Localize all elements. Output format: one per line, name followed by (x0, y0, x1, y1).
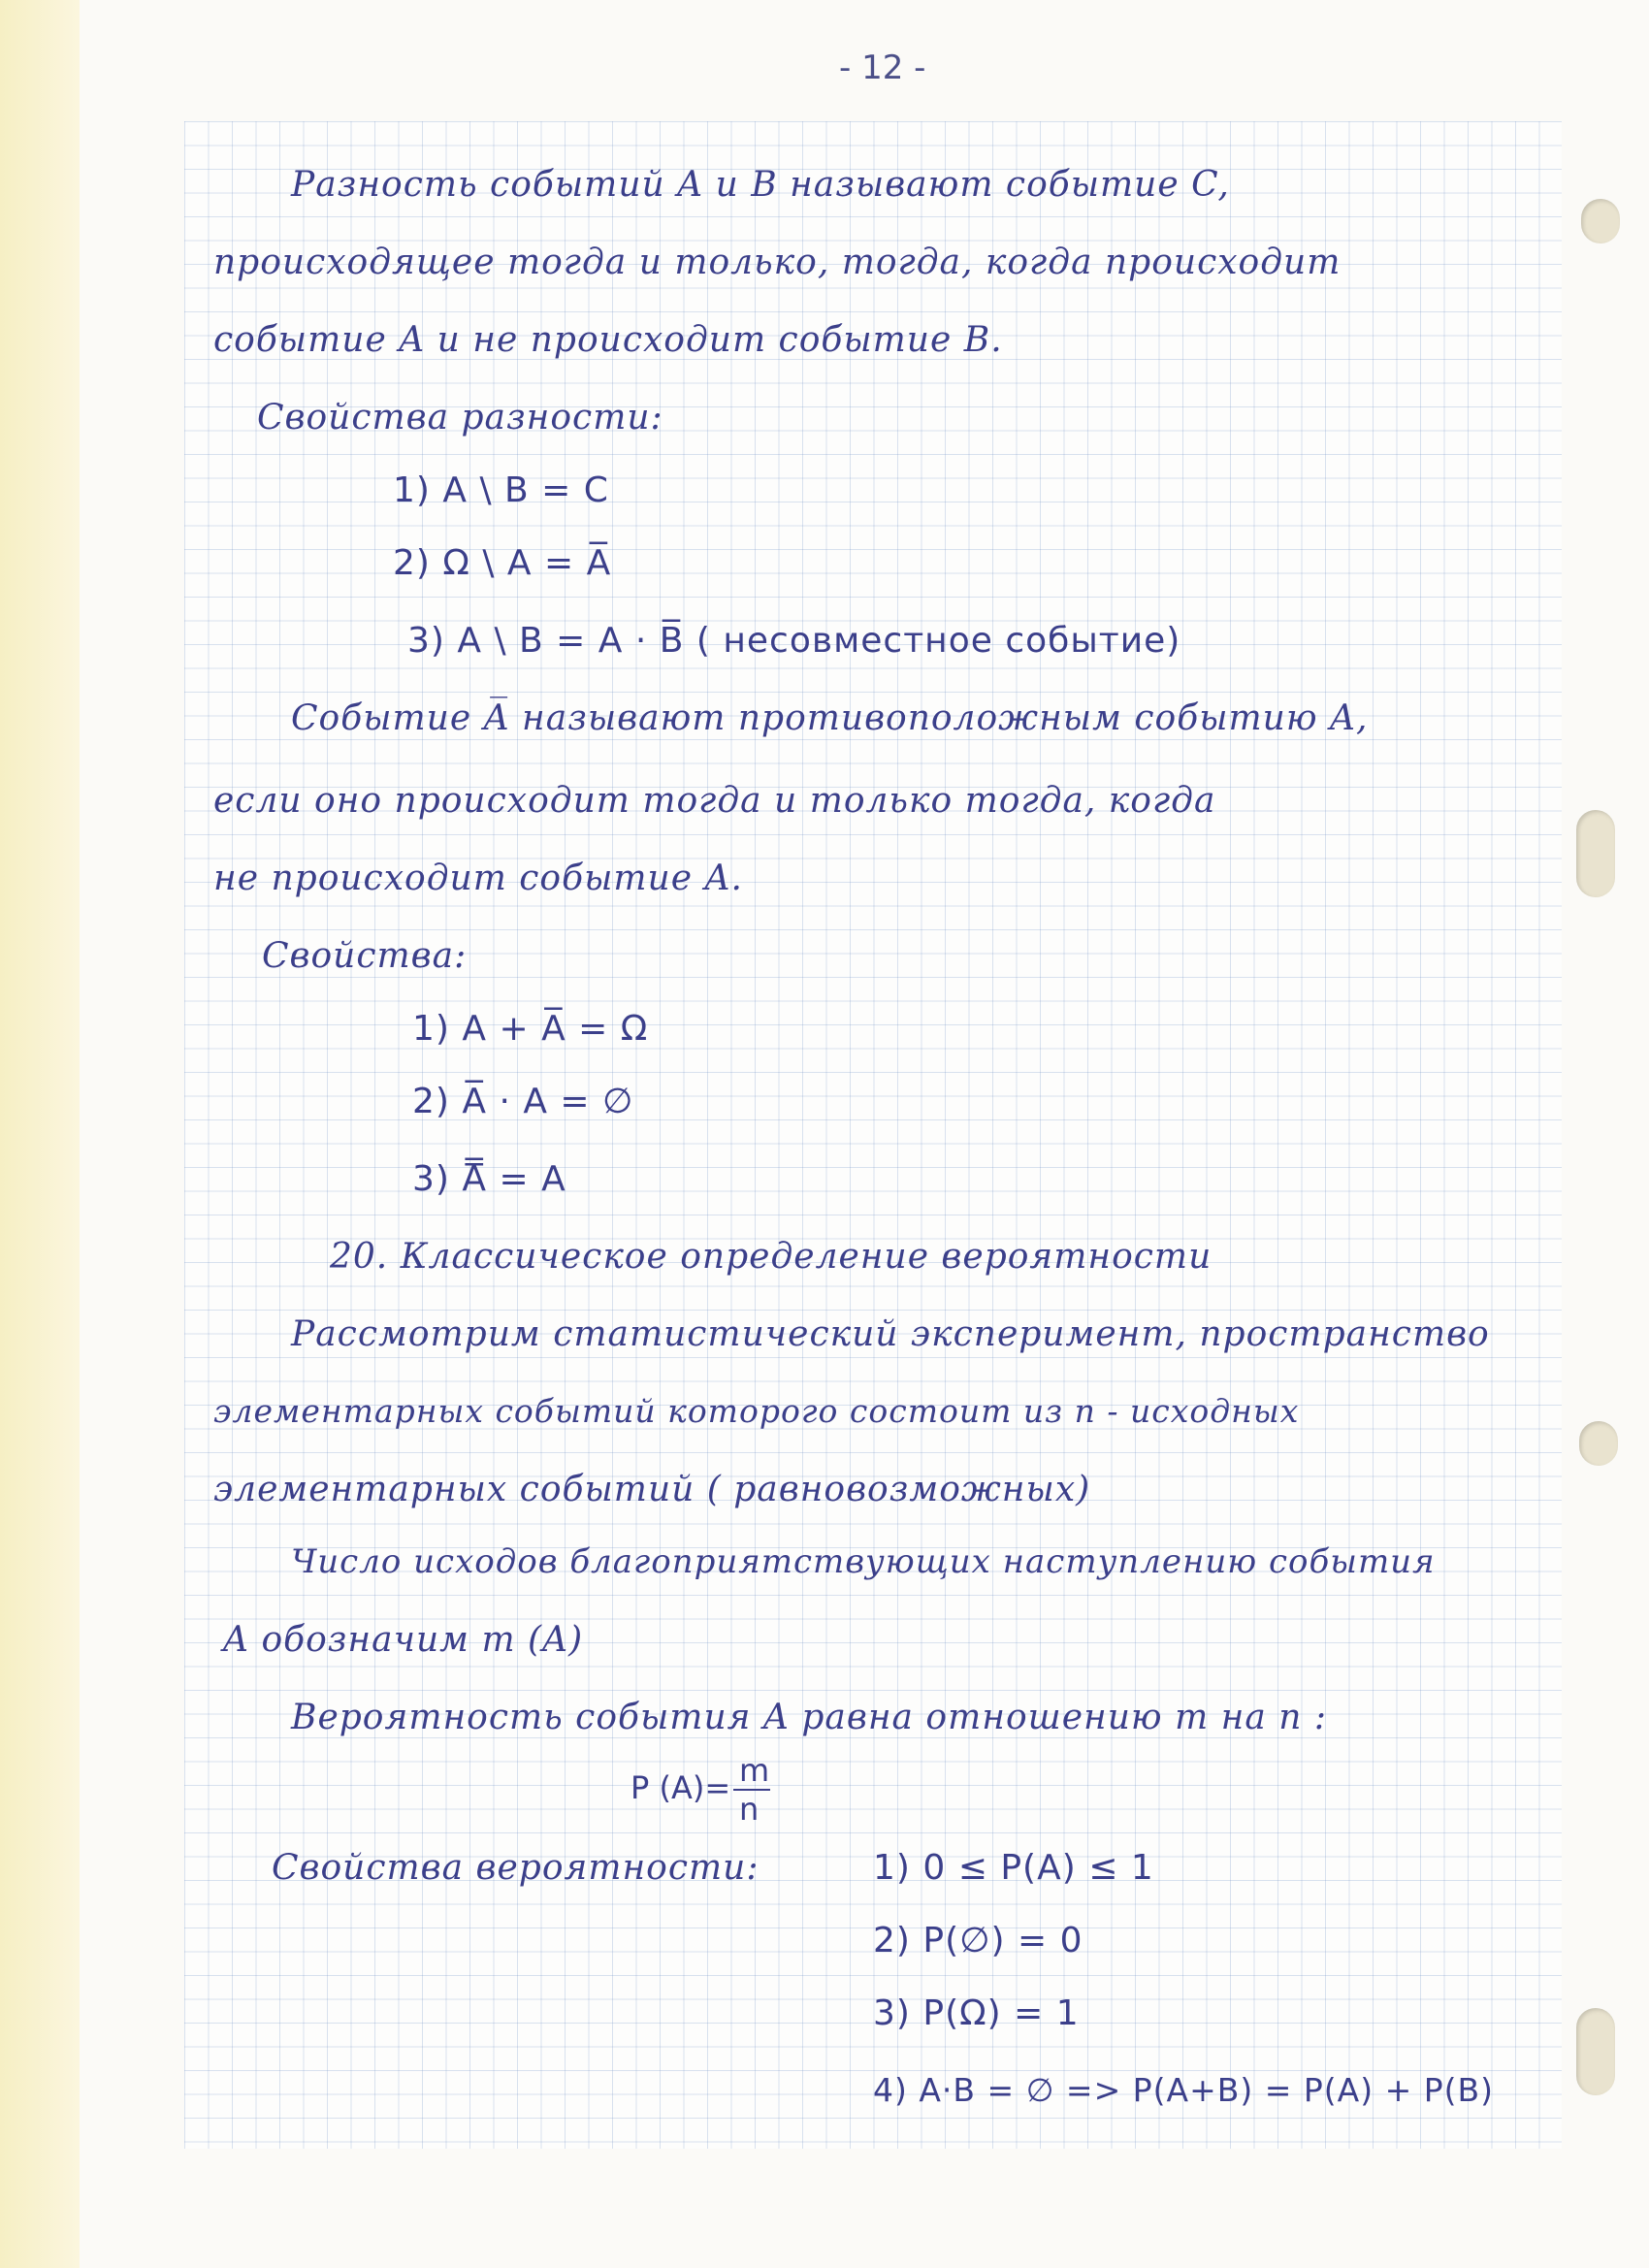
section-title: 20. Классическое определение вероятности (330, 1237, 1212, 1277)
difference-definition-line-1: Разность событий A и B называют событие C, (291, 165, 1230, 205)
page-number: - 12 - (839, 49, 926, 87)
formula-numerator: m (739, 1752, 770, 1789)
opposite-definition-line-1: Событие A̅ называют противоположным событию A, (291, 698, 1369, 738)
punch-hole-4 (1576, 2008, 1615, 2095)
opposite-property-2: 2) A̅ · A = ∅ (412, 1082, 634, 1121)
difference-definition-line-3: событие A и не происходит событие B. (213, 320, 1003, 360)
classical-text-line-2: элементарных событий которого состоит из n - исходных (213, 1392, 1300, 1430)
classical-text-line-6: Вероятность события A равна отношению m на n : (291, 1698, 1328, 1737)
punch-hole-3 (1579, 1421, 1618, 1466)
opposite-property-3: 3) A̿ = A (412, 1159, 566, 1199)
punch-hole-2 (1576, 810, 1615, 897)
difference-property-3: 3) A \ B = A · B̅ ( несовместное событие) (407, 621, 1181, 661)
probability-property-4: 4) A·B = ∅ => P(A+B) = P(A) + P(B) (873, 2071, 1495, 2109)
classical-text-line-3: элементарных событий ( равновозможных) (213, 1470, 1091, 1509)
opposite-property-1: 1) A + A̅ = Ω (412, 1009, 649, 1049)
difference-properties-heading: Свойства разности: (257, 398, 663, 437)
difference-property-1: 1) A \ B = C (393, 470, 609, 510)
opposite-properties-heading: Свойства: (262, 936, 468, 976)
probability-property-2: 2) P(∅) = 0 (873, 1921, 1083, 1960)
probability-property-1: 1) 0 ≤ P(A) ≤ 1 (873, 1848, 1154, 1888)
classical-text-line-4: Число исходов благоприятствующих наступлению события (291, 1542, 1436, 1581)
probability-properties-heading: Свойства вероятности: (272, 1848, 760, 1888)
probability-property-3: 3) P(Ω) = 1 (873, 1993, 1080, 2033)
difference-definition-line-2: происходящее тогда и только, тогда, когда происходит (213, 243, 1342, 282)
opposite-definition-line-2: если оно происходит тогда и только тогда, когда (213, 781, 1216, 821)
formula-denominator: n (739, 1791, 760, 1828)
difference-property-2: 2) Ω \ A = A̅ (393, 543, 612, 583)
punch-hole-1 (1581, 199, 1620, 243)
formula-lhs: P (A)= (630, 1769, 731, 1806)
opposite-definition-line-3: не происходит событие A. (213, 859, 743, 898)
classical-text-line-1: Рассмотрим статистический эксперимент, пространство (291, 1314, 1490, 1354)
classical-text-line-5: A обозначим m (A) (223, 1620, 584, 1660)
binder-edge (0, 0, 80, 2268)
